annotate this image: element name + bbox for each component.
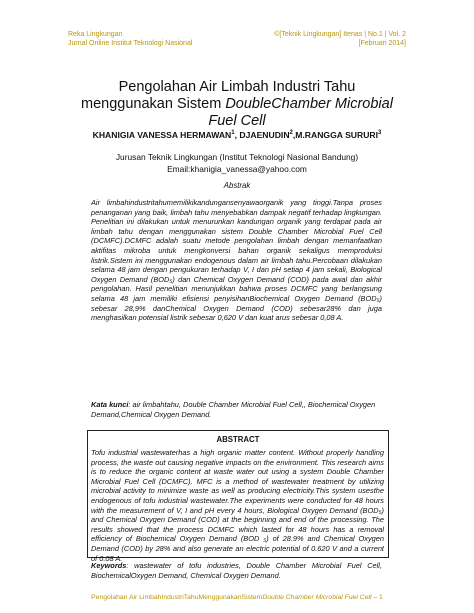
kata-kunci-text: : air limbahtahu, Double Chamber Microbial Fuel Cell,, Biochemical Oxygen Demand,Chemical Oxygen Demand. [91, 400, 376, 419]
abstrak-heading: Abstrak [223, 181, 251, 190]
kata-kunci [91, 400, 382, 419]
author-1: KHANIGIA VANESSA HERMAWAN [92, 130, 232, 140]
keywords [91, 561, 382, 580]
affiliation-dept: Jurusan Teknik Lingkungan (Institut Teknologi Nasional Bandung) [115, 152, 359, 162]
journal-header-left [68, 30, 192, 48]
abstrak-body: Air limbahindustritahumemilikikandungansenyawaorganik yang tinggi.Tanpa proses penanganan yang baik, limbah tahu menyebabkan dampak negatif terhadap lingkungan. Penelitian ini dilakukan untuk menurunkan kandungan organik yang terdapat pada air limbah tahu dengan menggunakan sistem Double Chamber Microbial Fuel Cell (DCMFC).DCMFC adalah suatu metode pengolahan limbah dengan memanfaatkan aktifitas mikroba untuk mengkonversi bahan organik sekaligus memproduksi listrik.Sistem ini menggunakan endogenous dalam air limbah tahu.Percobaan dilakukan selama 48 jam dengan pengukuran terhadap V, I dan pH setiap 4 jam sekali, Biological Oxygen Demand (BOD₅) dan Chemical Oxygen Demand (COD) pada awal dan akhir pengolahan. Hasil penelitian menunjukkan bahwa proses DCMFC yang berlangsung selama 48 jam memiliki efisiensi penyisihanBiochemical Oxygen Demand (BOD₅) sebesar 28,9% danChemical Oxygen Demand (COD) sebesar28% dan juga menghasilkan potensial listrik sebesar 0,620 V dan kuat arus sebesar 0,08 A. [91, 198, 382, 323]
keywords-text: : wastewater of tofu industries, Double Chamber Microbial Fuel Cell, BiochemicalOxygen Demand, Chemical Oxygen Demand. [91, 561, 382, 580]
title-line-2-prefix: menggunakan Sistem [81, 96, 226, 112]
page-footer [0, 594, 474, 601]
journal-volume: ©[Teknik Lingkungan] Itenas | No.1 | Vol. 2 [274, 31, 406, 38]
author-2: , DJAENUDIN [234, 130, 290, 140]
journal-header-right [274, 30, 406, 48]
title-line-3 [40, 113, 434, 130]
author-1-sup: 1 [231, 130, 235, 137]
affiliation-email: Email:khanigia_vanessa@yahoo.com [167, 164, 307, 174]
keywords-label: Keywords [91, 561, 127, 570]
footer-prefix: Pengolahan Air LimbahIndustriTahuMenggunakanSistem [91, 594, 263, 601]
footer-page: – 1 [371, 594, 383, 601]
author-list [30, 130, 444, 140]
author-3-sup: 3 [378, 130, 382, 137]
abstract-box [87, 430, 389, 563]
paper-title [40, 79, 434, 130]
title-line-2 [40, 96, 434, 113]
author-2-sup: 2 [289, 130, 293, 137]
abstract-heading: ABSTRACT [216, 435, 260, 444]
kata-kunci-label: Kata kunci [91, 400, 129, 409]
journal-date: [Februari 2014] [358, 40, 406, 47]
author-3: ,M.RANGGA SURURI [292, 130, 379, 140]
journal-name: Reka Lingkungan [68, 31, 123, 38]
title-line-2-italic: DoubleChamber Microbial [225, 96, 393, 112]
abstract-body: Tofu industrial wastewaterhas a high organic matter content. Without properly handling process, the waste out causing negative impacts on the environment. This research aims is to reduce the organic content at waste water out using a system Double Chamber Microbial Fuel Cell (DCMFC). MFC is a method of wastewater treatment by utilizing microbial activity to minimize waste as well as producing electricity.This system usesthe endogenous of tofu industrial wastewater.The experiments were conducted for 48 hours with the measurement of V, I and pH every 4 hours, Biological Oxygen Demand (BOD₅) and Chemical Oxygen Demand (COD) at the beginning and end of the processing. The results showed that the process DCMFC which lasted for 48 hours has a removal efficiency of Biochemical Oxygen Demand (BOD ₅) of 28.9% and Chemical Oxygen Demand (COD) by 28% and also generate an electric potential of 0.620 V and a current of 0.08 A. [91, 448, 384, 563]
title-line-1: Pengolahan Air Limbah Industri Tahu [118, 79, 356, 95]
journal-subtitle: Jurnal Online Institut Teknologi Nasional [68, 40, 193, 47]
affiliation [30, 151, 444, 175]
footer-italic: Double Chamber Microbial Fuel Cell [262, 594, 372, 601]
title-line-3-italic: Fuel Cell [208, 113, 266, 129]
